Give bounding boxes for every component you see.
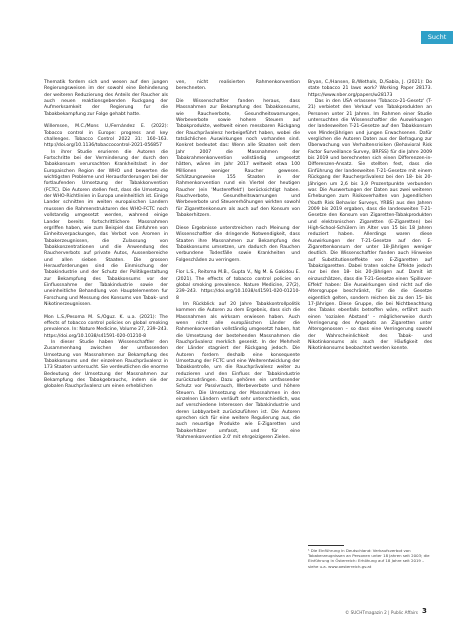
paragraph: Das in den USA erlassene 'Tobacco-21-Gesetz' (T-21) verbietet den Verkauf von Tabakprodukten an Personen unter 21 Jahren. Im Rahmen einer Studie untersuchten die Wissenschaftler die Auswirkungen der landesweiten T-21-Gesetze auf den Tabakkonsum von Minderjährigen und jungen Erwachsenen. Dafür verglichen die Autoren Daten aus der Befragung zur Überwachung von Verhaltensrisiken (Behavioral Risk Factor Surveillance Survey, BRFSS) für die Jahre 2009 bis 2019 und berechneten sich einen Differenzen-in-Differenzen-Ansatz. Sie stellten fest, dass die Einführung der landesweiten T-21-Gesetze mit einem Rückgang der Raucherprävalenz bei den 18- bis 20-Jährigen um 2,6 bis 3,9 Prozentpunkte verbunden war. Die Auswertungen der Daten aus zwei weiteren Erhebungen zum Risikoverhalten von Jugendlichen (Youth Risk Behavior Surveys, YRBS) aus den Jahren 2009 bis 2019 ergaben, dass die landesweiten T-21-Gesetze den Konsum von Zigaretten-Tabakprodukten und elektronischen Zigaretten (E-Zigaretten) bei High-School-Schülern im Alter von 15 bis 18 Jahren reduziert haben. Allerdings waren diese Auswirkungen der T-21-Gesetze auf den E-Zigarettenkonsum der unter 18-Jährigen weniger deutlich. Die Wissenschaftler fanden auch Hinweise auf Substitutionseffekte von E-Zigaretten auf Tabakzigaretten. Dabei traten solche Effekte jedoch nur bei den 18- bis 20-Jährigen auf. Damit ist einzuschätzen, dass die T-21-Gesetze einen 'Spillover-Effekt' haben: Die Auswirkungen sind nicht auf die Altersgruppe beschränkt, für die die Gesetze eigentlich gelten, sondern reichen bis zu den 15- bis 17-Jährigen. Diese Gruppe, die bei Nichtbeachtung des Tabaks ebenfalls betroffen wäre, erfährt auch einen 'sozialen Abstand' – möglicherweise durch Verringerung des Angebots an Zigaretten unter Altersgenossen – so dass eine Verringerung sowohl der Wahrscheinlichkeit des Tabak- und Nikotinkonsums als auch der Häufigkeit des Nikotinkonsums beobachtet werden konnte.	[308, 99, 432, 352]
paragraph: Im Rückblick auf 20 Jahre Tabakkontrollpolitik kommen die Autoren zu dem Ergebnis, dass sich die Massnahmen als wirksam erwiesen haben. Auch wenn nicht alle europäischen Länder die Rahmenkonvention vollständig umgesetzt haben, hat die Umsetzung der bestehenden Massnahmen die Rauchprävalenz merklich gesenkt. In der Mehrheit der Länder stagniert der Rückgang jedoch. Die Autoren fordern deshalb eine konsequente Umsetzung der FCTC und eine Weiterentwicklung der Tabakkontrolle, um die Rauchprävalenz weiter zu reduzieren und den Einfluss der Tabakindustrie zurückzudrängen. Dazu gehören ein umfassender Schutz vor Passivrauch, Werbeverbote und höhere Steuern. Die Umsetzung der Massnahmen in den einzelnen Ländern verläuft sehr unterschiedlich, was auf verschiedene Interessen der Tabakindustrie und deren Lobbyarbeit zurückzuführen ist. Die Autoren sprechen sich für eine weitere Regulierung aus, die auch neuartige Produkte wie E-Zigaretten und Tabakerhitzer umfasst, und für eine 'Rahmenkonvention 2.0' mit ehrgeizigeren Zielen.	[176, 301, 300, 441]
page-number: 3	[422, 607, 427, 615]
paragraph: In ihrer Studie erurieren die Autoren die Fortschritte bei der Verminderung der durch den Tabakkonsum verursachten Krankheitslast in der Europaischen Region der WHO und bewerten die wichtigsten Probleme und Herausforderungen bei der fortlaufenden Umsetzung der Tabakkonvention (FCTC). Die Autoren stellen fest, dass die Umsetzung der WHO-Richtlinien in Europa uneinheitlich ist. Einige Lander schnitten im weiten europaischen Landern musssen die Rahmenstrukturen des WHO-FCTC noch vollstandig umgesetzt werden, wahrend einige Lander bereits fortschrittlichere Massnahmen ergriffen haben, wie zum Beispiel das Einfuhren von Einheitsverpackungen, das Verbot von Aromen in Tabakerzeugnissen, die Zulassung von Tabakkonzentrationen und die Anwendung des Raucherverbots auf private Autos, Aussenbereiche und allen sieben Staaten. Die grossen Herausforderungen sind die Einmischung der Tabakindustrie und der Schutz der Politikgestaltung zur Bekampfung des Tabakkonsums vor der Einflussnahme der Tabakindustrie sowie der uneinheitliche Behandlung von Hauptelementen fur Forschung und Messung des Konsums von Tabak- und Nikotinerzeugnissen.	[44, 149, 168, 307]
footnote-divider	[308, 545, 344, 546]
text-column-2	[176, 80, 300, 441]
reference-citation: Mon L.S./Pesoma M. S./Oguz. K. u.a. (2021): The effects of tobacco control policies on global smoking prevalence. In: Nature Medicine, Volume 27, 239–243. https://doi.org/10.1038/s41591-020-01210-8	[44, 314, 168, 339]
paragraph: Thematik fordern sich und wesen auf den jungen Regierungsweisen im der sowohl eine Behinderung der weiteren Reduzierung des Anteils der Raucher als auch neuen reaktionsgebenden Ruckgang der Aufmerksamkeit der Regierung fur die Tabakbekampfung zur Folge gehabt hatte.	[44, 80, 168, 117]
paragraph: Die Wissenschaftler fanden heraus, dass Massnahmen zur Bekampfung des Tabakkonsums, wie Rauchverbote, Gesundheitswarnungen, Werbeverbote sowie hohere Steuern auf Tabakprodukte, weltweit einen messbaren Rückgang der Rauchprävalenz herbeigeführt haben, wobei die tatsächlichen Auswirkungen noch vorhanden sind. Konkret bedeutet das: Wenn alle Staaten seit dem Jahr 2007 die Massnahmen der Tabakrahmenkonvention vollständig umgesetzt hätten, wären im Jahr 2017 weltweit etwa 100 Millionen weniger Raucher gewesen. Schätzungsweise 155 Staaten in der Rahmenkonvention rund ein Viertel der heutigen Raucher (ein 'Mustereffekt') berücksichtigt haben. Rauchverbote, Gesundheitswarnungen und Werbeverbote und Steuererhöhungen wirkten sowohl für Zigarettenkonsum als auch auf den Konsum von Tabakerhitzern.	[176, 98, 300, 219]
footer-source: © SUCHTmagazin 2 | Public Affairs	[345, 610, 418, 615]
reference-citation: Flor L.S., Reitsma M.B., Gupta V., Ng M. & Gakidou E. (2021). The effects of tobacco control policies on global smoking prevalence. Nature Medicine, 27(2), 239–243. https://doi.org/10.1038/s41591-020-01210-8	[176, 270, 300, 301]
footnote: ¹ Die Einführung in Deutschland: Verkaufsverbot von Tabakerzeugnissen an Personen unter 18 Jahren seit 2003; die Einführung in Österreich: Erhöhung auf 18 Jahre seit 2019 – siehe u.a. www.oesterreich.gv.at	[308, 548, 430, 569]
paragraph: In dieser Studie haben Wissenschaftler den Zusammenhang zwischen der umfassenden Umsetzung von Massnahmen zur Bekampfung des Tabakkonsums und der einzelnen Rauchprävalenz in 173 Staaten untersucht. Sie verdeutlichen die enorme Bedeutung der Umsetzung der Massnahmen zur Bekampfung des Tabakgebrauchs, indem sie der globalen Rauchprävalenz um einen erheblichen	[44, 340, 168, 390]
reference-citation: Willemsen, M.C./Mons U./Fernández E. (2022): Tobacco control in Europe: progress and key challenges. Tobacco Control 2022 31: 160–163. http://doi.org/10.1136/tobaccocontrol-2021-056857	[44, 124, 168, 149]
reference-citation: Bryan, C./Hansen, B./Wethals, D./Sabia, J. (2021): Do state tobacco 21 laws work? Working Paper 28173. https://www.nber.org/papers/w28173	[308, 80, 432, 98]
text-column-1	[44, 80, 168, 391]
section-tag: Sucht	[421, 31, 453, 44]
paragraph: ven, nicht realisierten Rahmenkonvention berechneten.	[176, 80, 300, 92]
text-column-3	[308, 80, 432, 353]
paragraph: Diese Ergebnisse unterstreichen nach Meinung der Wissenschaftler die dringende Notwendigkeit, dass Staaten ihre Massnahmen zur Bekampfung des Tabakkonsums umsetzen, um dadurch den Rauchen verbundene Todesfälle sowie Krankheiten und Folgeschäden zu verringern.	[176, 225, 300, 263]
